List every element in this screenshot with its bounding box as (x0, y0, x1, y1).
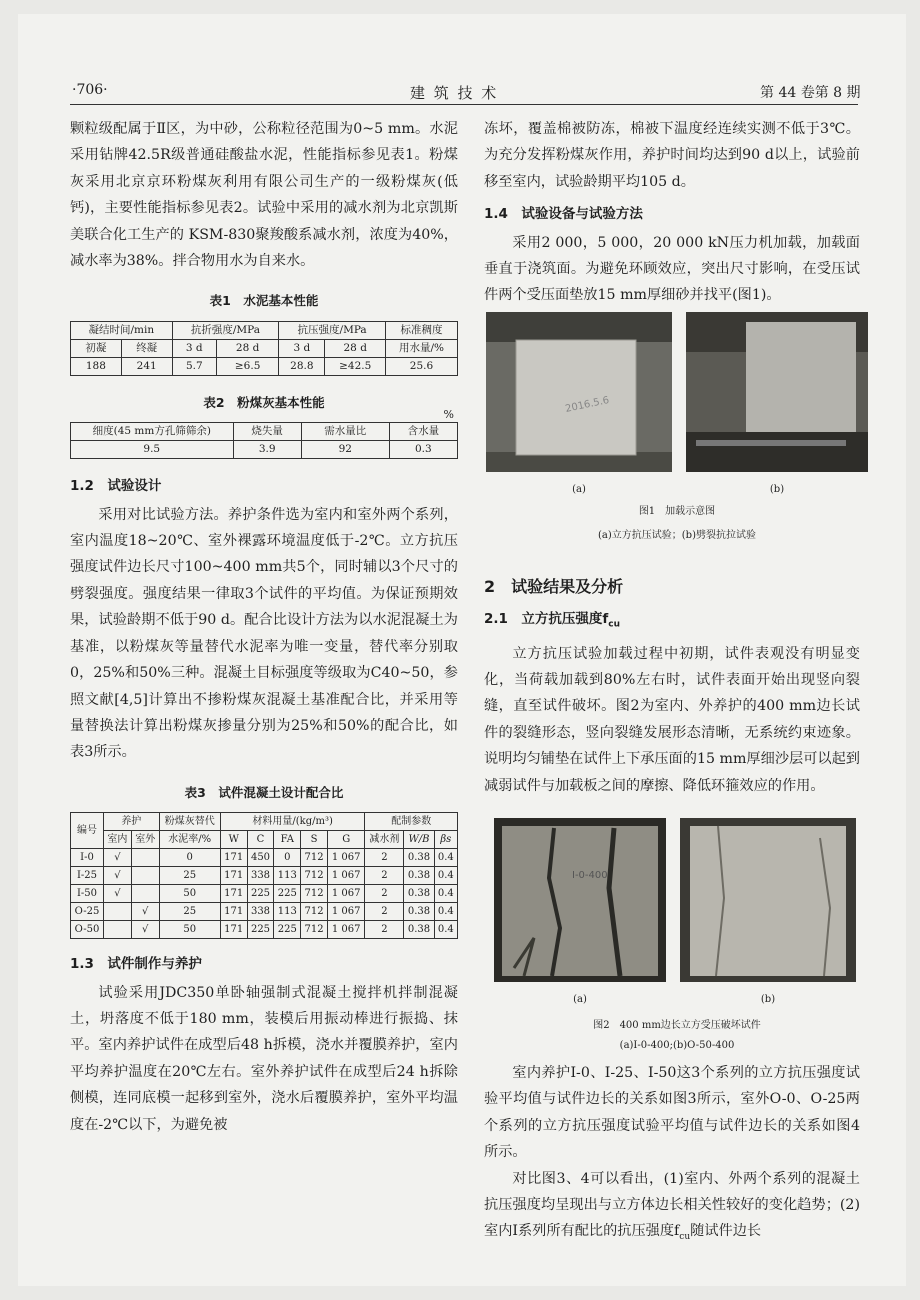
table3-cell: 225 (274, 885, 301, 903)
page-number: ·706· (72, 82, 108, 98)
header-rule (70, 104, 858, 105)
table3-h2: W (220, 831, 247, 849)
table3-cell: 1 067 (328, 903, 365, 921)
table3-caption: 表3 试件混凝土设计配合比 (184, 784, 344, 800)
table3-cell (131, 849, 159, 867)
table3-cell: 2 (365, 849, 404, 867)
paragraph-comparison (484, 1166, 860, 1251)
table3-cell: 25 (159, 903, 220, 921)
failed-cube-indoor-image (494, 818, 666, 982)
figure2a-photo (494, 818, 666, 982)
table3-body (71, 849, 458, 939)
figure1-title: 图1 加载示意图 (638, 506, 716, 517)
figure1-subcaption: (a)立方抗压试验；(b)劈裂抗拉试验 (598, 530, 756, 541)
table3-cell: 0.38 (404, 903, 434, 921)
table3-cell: 0.38 (404, 867, 434, 885)
table3-cell: 50 (159, 885, 220, 903)
table1-h2: 3 d (279, 339, 325, 357)
figure2b-label: (b) (760, 994, 776, 1005)
table3-h-material: 材料用量/(kg/m³) (220, 813, 365, 831)
table2-cell: 9.5 (71, 441, 234, 459)
table1-cell: 5.7 (172, 357, 216, 375)
table1-cell: 25.6 (385, 357, 457, 375)
table3-cell: 225 (247, 885, 274, 903)
table2-h: 细度(45 mm方孔筛筛余) (71, 423, 234, 441)
section-2-title: 2 试验结果及分析 (484, 577, 624, 596)
table3-cell: I-0 (71, 849, 104, 867)
table3-cell: 171 (220, 867, 247, 885)
comparison-tail: 随试件边长 (690, 1223, 762, 1240)
table3-cell: O-25 (71, 903, 104, 921)
table3-cell: 712 (301, 921, 328, 939)
table3-cell: 0 (159, 849, 220, 867)
table3-cell: 2 (365, 867, 404, 885)
table1-h2: 28 d (216, 339, 278, 357)
table3-h-curing: 养护 (104, 813, 160, 831)
figure2-subcaption: (a)I-0-400;(b)O-50-400 (619, 1040, 735, 1051)
table3-cell: 450 (247, 849, 274, 867)
table1-cell: 188 (71, 357, 122, 375)
table1-h2: 终凝 (121, 339, 172, 357)
table3-cell (104, 921, 132, 939)
table2-cell: 0.3 (389, 441, 457, 459)
table3-cell: 171 (220, 903, 247, 921)
table3-cell: √ (104, 885, 132, 903)
table3-cell: I-25 (71, 867, 104, 885)
table3-cell: 0 (274, 849, 301, 867)
table3-cell: 1 067 (328, 867, 365, 885)
table3-cell: 712 (301, 885, 328, 903)
table3-cell (131, 867, 159, 885)
table1-cell: 241 (121, 357, 172, 375)
paragraph-specimen-curing: 试验采用JDC350单卧轴强制式混凝土搅拌机拌制混凝土，坍落度不低于180 mm，装模后用振动棒进行振捣、抹平。室内养护试件在成型后48 h拆模，浇水并覆膜养护，室内平均养护温度在20℃左右。室外养护试件在成型后24 h拆除侧模，连同底模一起移到室外，浇水后覆膜养护，室外平均温度在-2℃以下，为避免被 (70, 984, 458, 1133)
table1-h2: 3 d (172, 339, 216, 357)
table3-cell: √ (131, 921, 159, 939)
table3-cell: 712 (301, 867, 328, 885)
section-1-3-title: 1.3 试件制作与养护 (70, 956, 202, 973)
table3-cell: 0.4 (434, 867, 457, 885)
table1-cement-properties (70, 321, 458, 376)
specimen-mark: I-0-400 (572, 870, 608, 881)
journal-name: 建 筑 技 术 (410, 84, 499, 102)
figure1b-photo (686, 312, 868, 472)
cube-compression-image (486, 312, 672, 472)
table3-cell: 2 (365, 903, 404, 921)
figure1a-photo (486, 312, 672, 472)
table3-cell: 0.38 (404, 849, 434, 867)
section-1-2-title: 1.2 试验设计 (70, 478, 162, 495)
paragraph-curing-cont: 冻坏，覆盖棉被防冻，棉被下温度经连续实测不低于3℃。为充分发挥粉煤灰作用，养护时间均达到90 d以上，试验前移至室内，试验龄期平均105 d。 (484, 121, 860, 190)
table3-cell: 712 (301, 903, 328, 921)
table3-cell (104, 903, 132, 921)
right-column-mid (484, 566, 860, 799)
figure2b-photo (680, 818, 856, 982)
table3-h-fa: 粉煤灰替代 (159, 813, 220, 831)
table3-h2: 室外 (131, 831, 159, 849)
paragraph-materials: 颗粒级配属于Ⅱ区，为中砂，公称粒径范围为0~5 mm。水泥采用钻牌42.5R级普通硅酸盐水泥，性能指标参见表1。粉煤灰采用北京京环粉煤灰利用有限公司生产的一级粉煤灰(低钙)，主要性能指标参见表2。试验中采用的减水剂为北京凯斯美联合化工生产的 KSM-830聚羧酸系减水剂，浓度为40%，减水率为38%。拌合物用水为自来水。 (70, 121, 458, 270)
table3-cell: 0.4 (434, 885, 457, 903)
table3-cell: 225 (247, 921, 274, 939)
figure2-title: 图2 400 mm边长立方受压破坏试件 (593, 1020, 761, 1031)
table1-h2: 初凝 (71, 339, 122, 357)
left-column (70, 116, 458, 1138)
table2-caption: 表2 粉煤灰基本性能 (203, 394, 325, 410)
table3-cell: 1 067 (328, 885, 365, 903)
table3-cell: 171 (220, 921, 247, 939)
table3-cell (131, 885, 159, 903)
table3-cell: 171 (220, 849, 247, 867)
table3-cell: 113 (274, 903, 301, 921)
table3-cell: O-50 (71, 921, 104, 939)
table3-cell: √ (104, 867, 132, 885)
splitting-test-image (686, 312, 868, 472)
table1-cell: 28.8 (279, 357, 325, 375)
table3-h-id: 编号 (71, 813, 104, 849)
table3-h2: G (328, 831, 365, 849)
paragraph-series-results: 室内养护I-0、I-25、I-50这3个系列的立方抗压强度试验平均值与试件边长的关系如图3所示，室外O-0、O-25两个系列的立方抗压强度试验平均值与试件边长的关系如图4所示。 (484, 1065, 860, 1161)
table3-cell: 50 (159, 921, 220, 939)
section-2-1-title (484, 606, 860, 638)
table2-cell: 92 (301, 441, 389, 459)
table1-h-setting: 凝结时间/min (71, 321, 173, 339)
table3-cell: 225 (274, 921, 301, 939)
figure1a-label: (a) (572, 484, 586, 495)
table2-cell: 3.9 (233, 441, 301, 459)
table2-unit: % (443, 407, 454, 421)
table1-h2: 用水量/% (385, 339, 457, 357)
table3-cell: 25 (159, 867, 220, 885)
paragraph-compression: 立方抗压试验加载过程中初期，试件表观没有明显变化，当荷载加载到80%左右时，试件表面开始出现竖向裂缝，直至试件破坏。图2为室内、外养护的400 mm边长试件的裂缝形态，竖向裂缝发展形态清晰，无系统约束迹象。说明均匀铺垫在试件上下承压面的15 mm厚细沙层可以起到减弱试件与加载板之间的摩擦、降低环箍效应的作用。 (484, 645, 860, 794)
comparison-subscript: cu (679, 1232, 691, 1243)
table3-h-mix: 配制参数 (365, 813, 458, 831)
table3-cell: I-50 (71, 885, 104, 903)
table3-cell: 1 067 (328, 921, 365, 939)
table1-h2: 28 d (325, 339, 386, 357)
table2-flyash-properties (70, 422, 458, 459)
section-2-1-subscript: cu (608, 620, 621, 631)
table1-cell: ≥6.5 (216, 357, 278, 375)
table1-h-flexural: 抗折强度/MPa (172, 321, 279, 339)
table3-row (71, 903, 458, 921)
table3-cell: 2 (365, 921, 404, 939)
table1-h-consistency: 标准稠度 (385, 321, 457, 339)
table3-h2: S (301, 831, 328, 849)
right-column-top (484, 116, 860, 309)
table1-h-compressive: 抗压强度/MPa (279, 321, 386, 339)
table3-cell: 712 (301, 849, 328, 867)
table3-cell: 0.4 (434, 921, 457, 939)
issue-label: 第 44 卷第 8 期 (760, 85, 861, 101)
table3-row (71, 849, 458, 867)
figure1b-label: (b) (769, 484, 785, 495)
table3-cell: √ (104, 849, 132, 867)
table3-cell: 113 (274, 867, 301, 885)
table3-h2: 减水剂 (365, 831, 404, 849)
table2-h: 烧失量 (233, 423, 301, 441)
table3-h2: FA (274, 831, 301, 849)
figure2a-label: (a) (573, 994, 587, 1005)
table3-cell: 171 (220, 885, 247, 903)
section-1-4-title: 1.4 试验设备与试验方法 (484, 206, 643, 223)
table1-caption: 表1 水泥基本性能 (209, 293, 319, 309)
table1-cell: ≥42.5 (325, 357, 386, 375)
table3-h2: 室内 (104, 831, 132, 849)
table3-row (71, 885, 458, 903)
comparison-text: 对比图3、4可以看出，(1)室内、外两个系列的混凝土抗压强度均呈现出与立方体边长相关性较好的变化趋势；(2)室内I系列所有配比的抗压强度f (484, 1170, 860, 1240)
table3-cell: 338 (247, 867, 274, 885)
table3-cell: 0.4 (434, 849, 457, 867)
table3-cell: √ (131, 903, 159, 921)
failed-cube-outdoor-image (680, 818, 856, 982)
paragraph-equipment: 采用2 000，5 000，20 000 kN压力机加载，加载面垂直于浇筑面。为避免环顾效应，突出尺寸影响，在受压试件两个受压面垫放15 mm厚细砂并找平(图1)。 (484, 234, 860, 304)
table3-h2: βs (434, 831, 457, 849)
table3-cell: 0.38 (404, 885, 434, 903)
table3-cell: 1 067 (328, 849, 365, 867)
table3-row (71, 867, 458, 885)
paragraph-test-design: 采用对比试验方法。养护条件选为室内和室外两个系列，室内温度18~20℃、室外裸露环境温度低于-2℃。立方抗压强度试件边长尺寸100~400 mm共5个，同时辅以3个尺寸的劈裂强度。强度结果一律取3个试件的平均值。为保证预期效果，试验龄期不低于90 d。配合比设计方法为以水泥混凝土为基准，以粉煤灰等量替代水泥率为唯一变量，替代率分别取0，25%和50%三种。混凝土目标强度等级取为C40~50，参照文献[4,5]计算出不掺粉煤灰混凝土基准配合比，并采用等量替换法计算出粉煤灰掺量分别为25%和50%的配合比，如表3所示。 (70, 506, 458, 761)
table2-h: 需水量比 (301, 423, 389, 441)
table3-h2: C (247, 831, 274, 849)
right-column-bottom (484, 1060, 860, 1251)
table2-h: 含水量 (389, 423, 457, 441)
table3-row (71, 921, 458, 939)
table3-cell: 2 (365, 885, 404, 903)
table3-cell: 0.38 (404, 921, 434, 939)
section-2-1-text: 2.1 立方抗压强度f (484, 611, 609, 628)
table3-h2: 水泥率/% (159, 831, 220, 849)
table3-h2: W/B (404, 831, 434, 849)
table3-mix-proportions (70, 812, 458, 939)
table3-cell: 338 (247, 903, 274, 921)
table3-cell: 0.4 (434, 903, 457, 921)
specimen-mark: 2016.5.6 (564, 394, 611, 415)
